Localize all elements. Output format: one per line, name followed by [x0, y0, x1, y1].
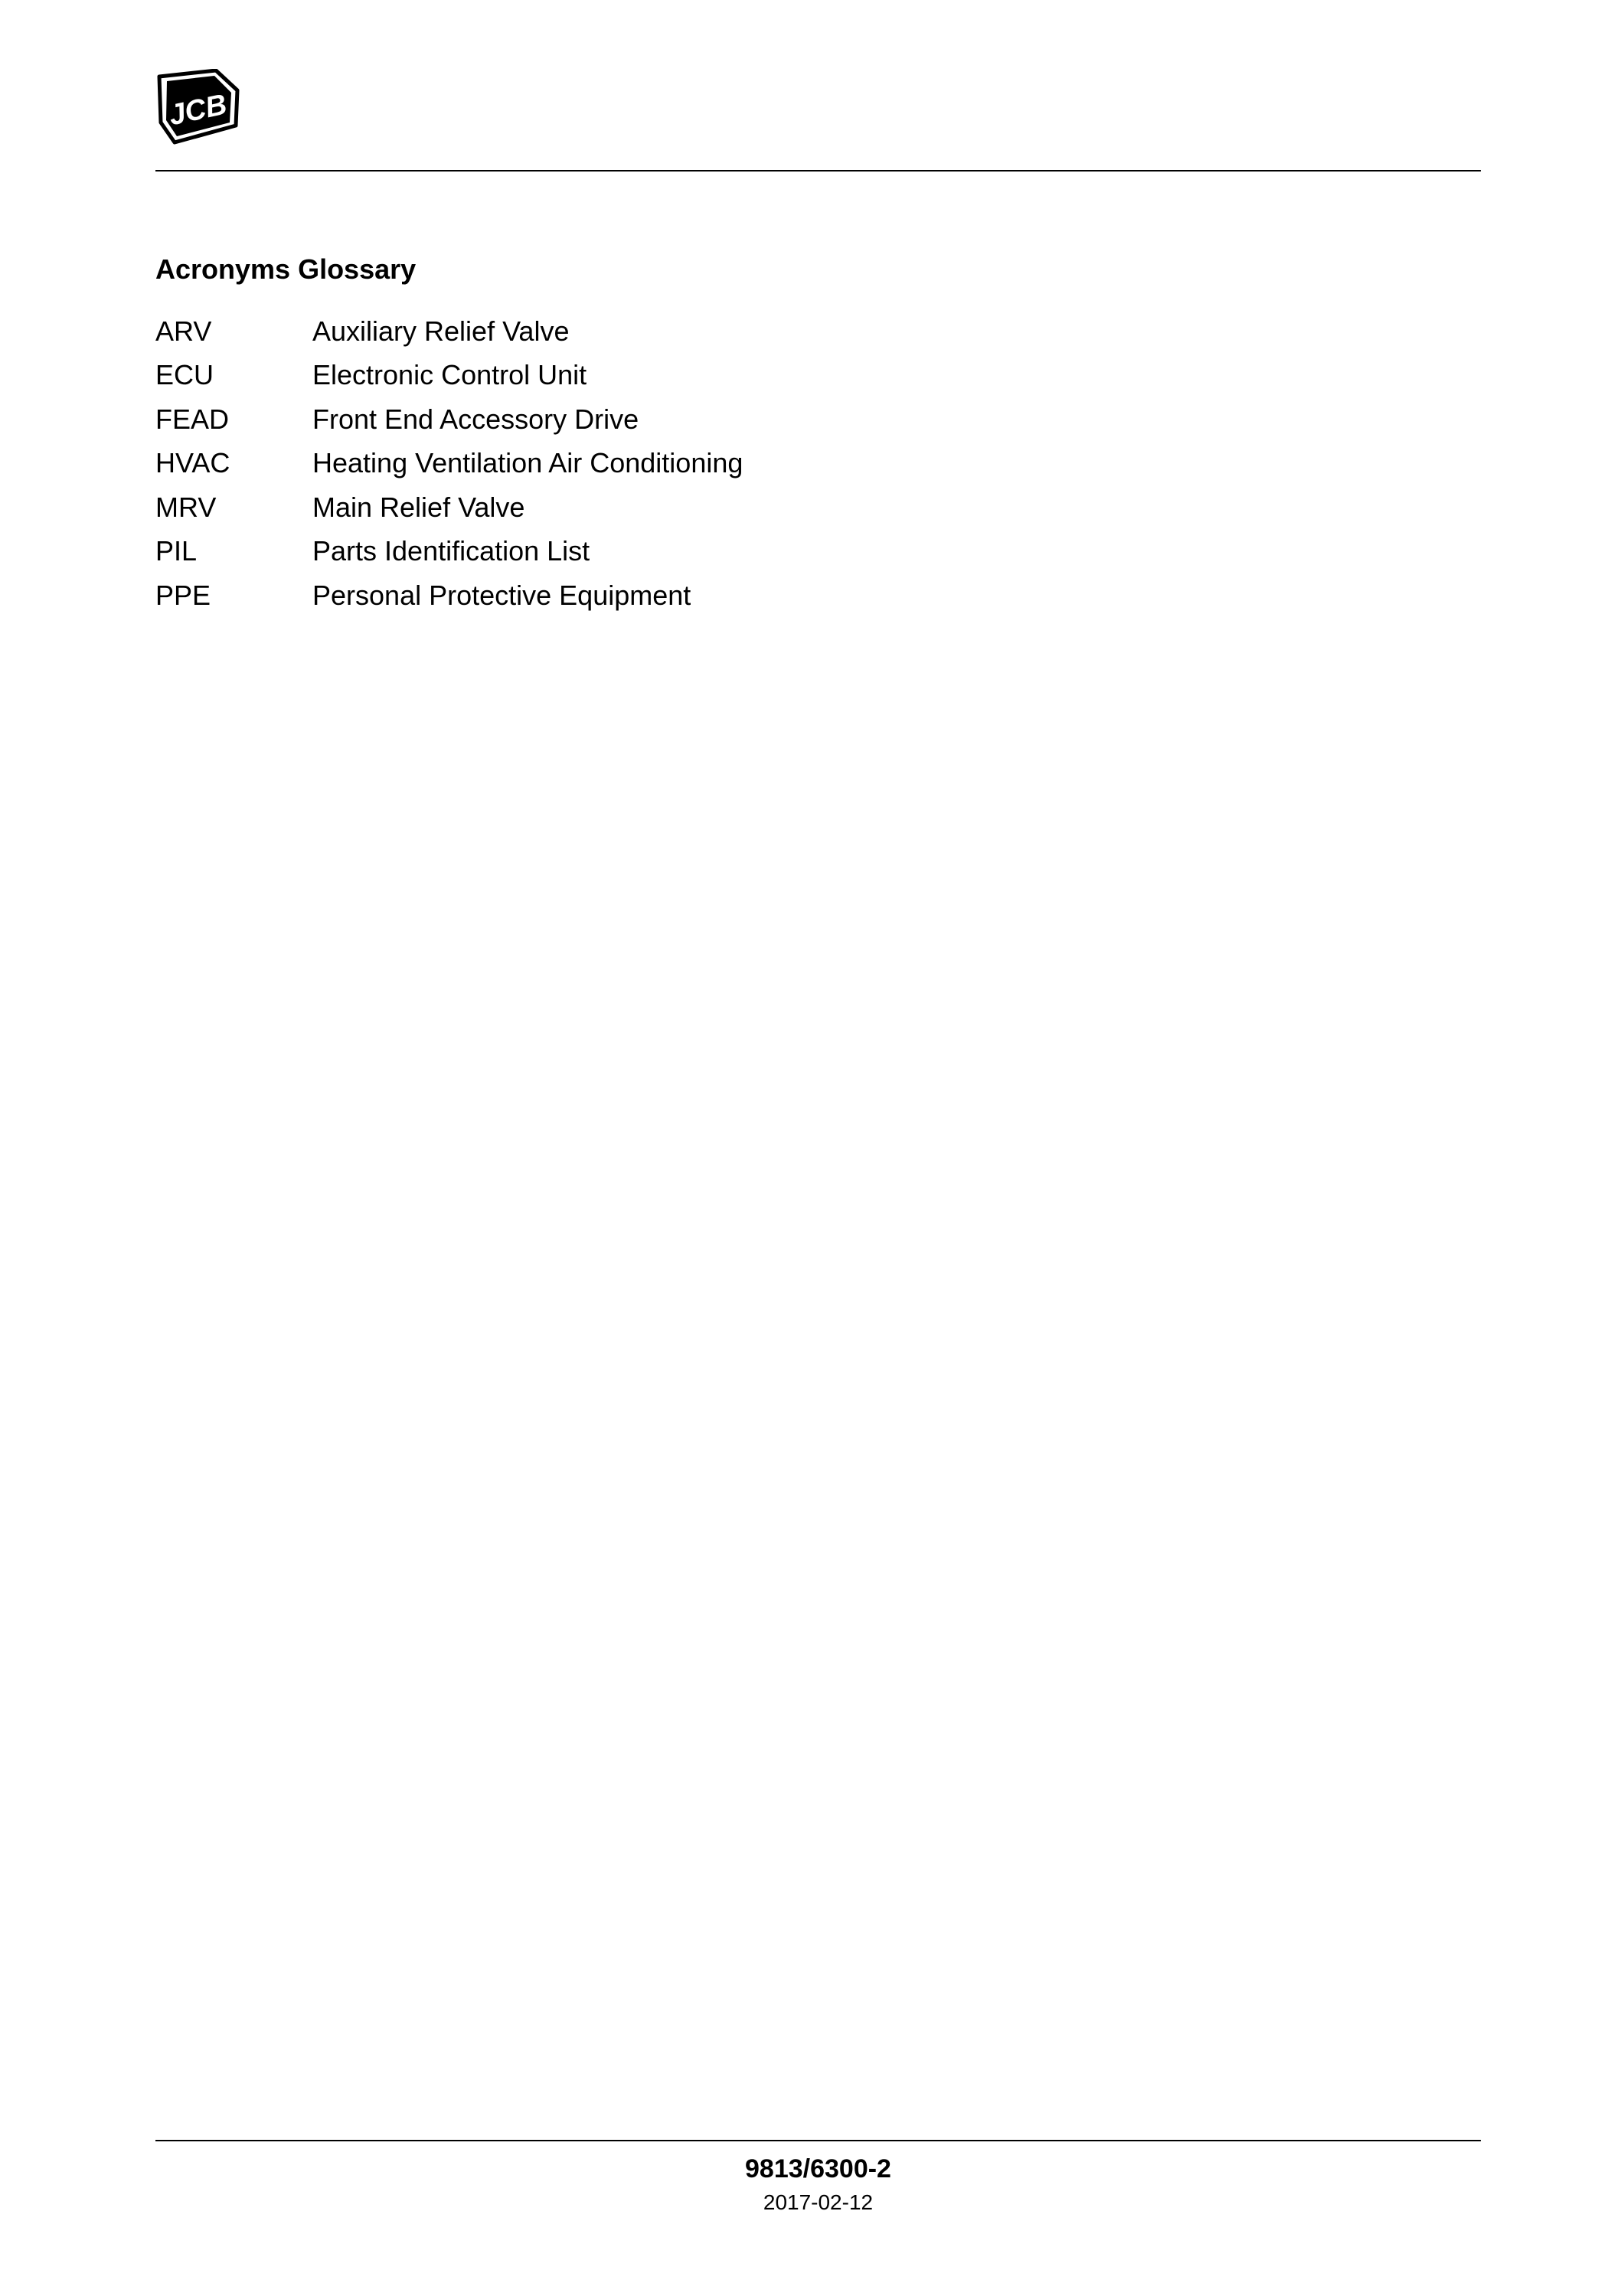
acronym: PPE — [155, 579, 211, 611]
glossary-title: Acronyms Glossary — [155, 253, 417, 285]
acronym: HVAC — [155, 447, 230, 479]
glossary-entry — [155, 397, 743, 442]
definition: Heating Ventilation Air Conditioning — [312, 447, 743, 479]
acronym: PIL — [155, 535, 198, 567]
document-date: 2017-02-12 — [763, 2190, 874, 2214]
acronym: ECU — [155, 359, 214, 391]
glossary-entry — [155, 442, 743, 486]
definition: Personal Protective Equipment — [312, 579, 691, 611]
glossary-entry — [155, 573, 743, 618]
glossary-entry — [155, 530, 743, 574]
acronym: FEAD — [155, 403, 230, 435]
definition: Main Relief Valve — [312, 491, 525, 523]
glossary-list — [155, 309, 743, 618]
footer-divider — [155, 2140, 1481, 2141]
glossary-entry — [155, 309, 743, 354]
logo-text: JCB — [165, 88, 230, 132]
definition: Auxiliary Relief Valve — [312, 315, 570, 347]
document-number: 9813/6300-2 — [745, 2154, 891, 2183]
footer — [155, 2153, 1481, 2216]
definition: Front End Accessory Drive — [312, 403, 639, 435]
glossary-entry — [155, 485, 743, 530]
acronym: ARV — [155, 315, 212, 347]
glossary-entry — [155, 354, 743, 398]
acronym: MRV — [155, 491, 217, 523]
definition: Electronic Control Unit — [312, 359, 587, 391]
jcb-logo-icon — [153, 69, 243, 145]
definition: Parts Identification List — [312, 535, 590, 567]
header-divider — [155, 170, 1481, 171]
